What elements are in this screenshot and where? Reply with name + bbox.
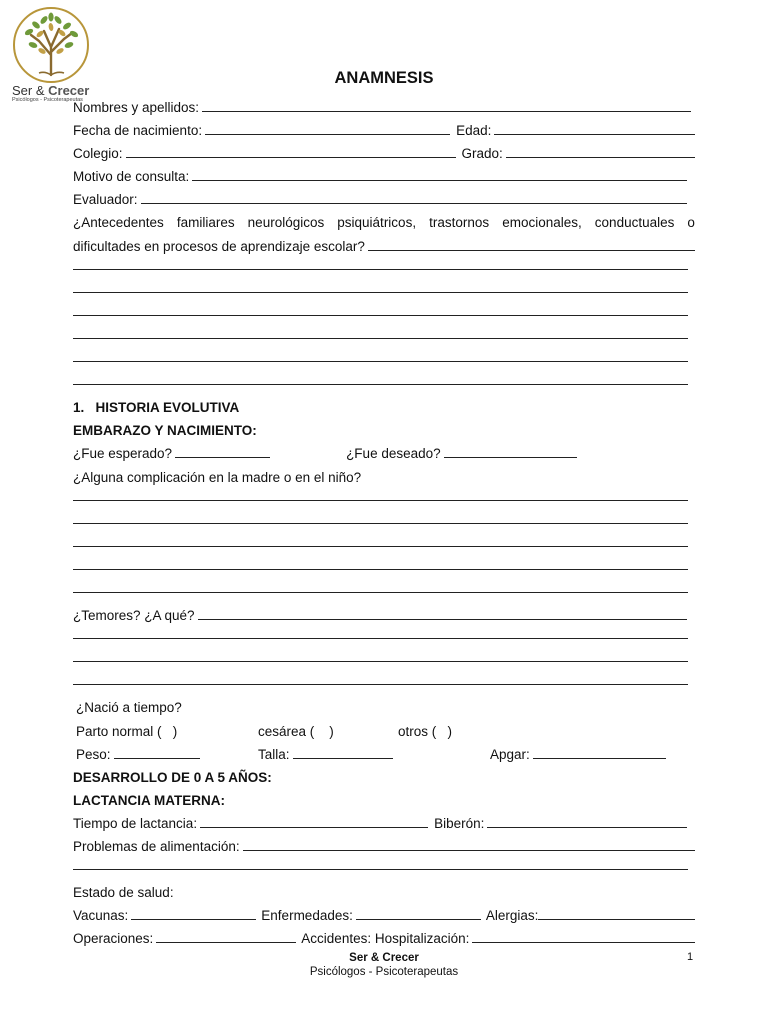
lactancia-heading: LACTANCIA MATERNA:	[73, 792, 225, 808]
antecedentes-blank-line[interactable]	[73, 373, 695, 396]
desarrollo-heading: DESARROLLO DE 0 A 5 AÑOS:	[73, 769, 272, 785]
antecedentes-word: neurológicos	[247, 215, 325, 231]
talla-field[interactable]	[293, 746, 393, 759]
temores-blank-line[interactable]	[73, 650, 695, 673]
evaluador-label: Evaluador:	[73, 192, 138, 208]
row-operaciones	[73, 927, 695, 950]
peso-label: Peso:	[76, 746, 111, 762]
complicacion-blank-line[interactable]	[73, 558, 695, 581]
antecedentes-blank-line[interactable]	[73, 281, 695, 304]
row-fecha	[73, 119, 695, 142]
tiempo-lactancia-label: Tiempo de lactancia:	[73, 815, 198, 831]
fue-esperado-field[interactable]	[175, 445, 270, 458]
antecedentes-word: trastornos	[429, 215, 490, 231]
fue-esperado-label: ¿Fue esperado?	[73, 446, 173, 462]
row-lactancia	[73, 812, 695, 835]
complicacion-blank-line[interactable]	[73, 581, 695, 604]
antecedentes-word: conductuales	[594, 215, 675, 231]
parto-normal-option[interactable]: Parto normal ( )	[76, 723, 178, 739]
nacio-label: ¿Nació a tiempo?	[76, 700, 182, 716]
alergias-label: Alergias:	[485, 908, 539, 924]
enfermedades-field[interactable]	[356, 907, 481, 920]
problemas-label: Problemas de alimentación:	[73, 839, 240, 854]
alergias-field[interactable]	[538, 907, 695, 920]
row-peso-talla-apgar	[73, 743, 695, 766]
colegio-label: Colegio:	[73, 146, 123, 162]
footer-company: Ser & Crecer	[349, 952, 419, 964]
complicacion-label: ¿Alguna complicación en la madre o en el niño?	[73, 469, 362, 485]
fue-deseado-field[interactable]	[444, 445, 577, 458]
logo-tagline: Psicólogos - Psicoterapeutas	[12, 97, 83, 103]
complicacion-blank-line[interactable]	[73, 512, 695, 535]
complicacion-blank-line[interactable]	[73, 489, 695, 512]
antecedentes-line1	[73, 211, 695, 234]
motivo-field[interactable]	[192, 168, 687, 181]
temores-blank-line[interactable]	[73, 673, 695, 696]
row-evaluador	[73, 188, 695, 211]
embarazo-heading: EMBARAZO Y NACIMIENTO:	[73, 423, 257, 439]
temores-label: ¿Temores? ¿A qué?	[73, 608, 195, 624]
biberon-label: Biberón:	[434, 815, 485, 831]
apgar-label: Apgar:	[490, 746, 530, 762]
edad-field[interactable]	[494, 122, 695, 135]
row-nombres	[73, 96, 695, 119]
page-title: ANAMNESIS	[334, 69, 434, 87]
row-temores	[73, 604, 695, 627]
antecedentes-blank-line[interactable]	[73, 304, 695, 327]
antecedentes-word: familiares	[176, 215, 235, 231]
antecedentes-word: o	[687, 215, 695, 231]
row-problemas	[73, 835, 695, 858]
vacunas-label: Vacunas:	[73, 908, 129, 924]
complicacion-blank-line[interactable]	[73, 535, 695, 558]
fecha-label: Fecha de nacimiento:	[73, 123, 203, 139]
temores-blank-line[interactable]	[73, 627, 695, 650]
tiempo-lactancia-field[interactable]	[200, 815, 428, 828]
page-number: 1	[687, 951, 694, 963]
form-body	[73, 96, 695, 950]
temores-field[interactable]	[198, 607, 687, 620]
accidentes-field[interactable]	[472, 930, 695, 943]
grado-label: Grado:	[461, 146, 503, 162]
peso-field[interactable]	[114, 746, 200, 759]
evaluador-field[interactable]	[141, 191, 687, 204]
biberon-field[interactable]	[487, 815, 687, 828]
fue-deseado-label: ¿Fue deseado?	[346, 446, 441, 462]
motivo-label: Motivo de consulta:	[73, 169, 190, 185]
row-parto	[73, 720, 695, 743]
antecedentes-field[interactable]	[368, 238, 695, 251]
row-colegio	[73, 142, 695, 165]
colegio-field[interactable]	[126, 145, 456, 158]
nombres-label: Nombres y apellidos:	[73, 100, 200, 115]
problemas-blank-line[interactable]	[73, 858, 695, 881]
apgar-field[interactable]	[533, 746, 666, 759]
row-motivo	[73, 165, 695, 188]
problemas-field[interactable]	[243, 838, 695, 851]
antecedentes-blank-line[interactable]	[73, 258, 695, 281]
nombres-field[interactable]	[202, 99, 691, 112]
cesarea-option[interactable]: cesárea ( )	[258, 723, 334, 739]
grado-field[interactable]	[506, 145, 695, 158]
logo-name-crecer: Crecer	[48, 83, 90, 98]
row-vacunas	[73, 904, 695, 927]
edad-label: Edad:	[456, 123, 492, 139]
logo-name-ser: Ser &	[12, 83, 49, 98]
accidentes-label: Accidentes: Hospitalización:	[301, 931, 470, 947]
operaciones-field[interactable]	[156, 930, 296, 943]
fecha-field[interactable]	[205, 122, 450, 135]
estado-salud-label: Estado de salud:	[73, 885, 174, 901]
otros-option[interactable]: otros ( )	[398, 723, 453, 739]
antecedentes-word: psiquiátricos,	[337, 215, 417, 231]
footer-tagline: Psicólogos - Psicoterapeutas	[309, 966, 459, 978]
vacunas-field[interactable]	[131, 907, 256, 920]
row-esperado-deseado	[73, 442, 695, 465]
historia-heading: 1. HISTORIA EVOLUTIVA	[73, 400, 240, 416]
antecedentes-word: emocionales,	[502, 215, 582, 231]
operaciones-label: Operaciones:	[73, 931, 154, 947]
antecedentes-question: dificultades en procesos de aprendizaje escolar?	[73, 238, 365, 254]
antecedentes-blank-line[interactable]	[73, 350, 695, 373]
talla-label: Talla:	[258, 746, 290, 762]
enfermedades-label: Enfermedades:	[261, 908, 353, 924]
antecedentes-blank-line[interactable]	[73, 327, 695, 350]
antecedentes-word: ¿Antecedentes	[73, 215, 164, 231]
antecedentes-line2	[73, 235, 695, 258]
